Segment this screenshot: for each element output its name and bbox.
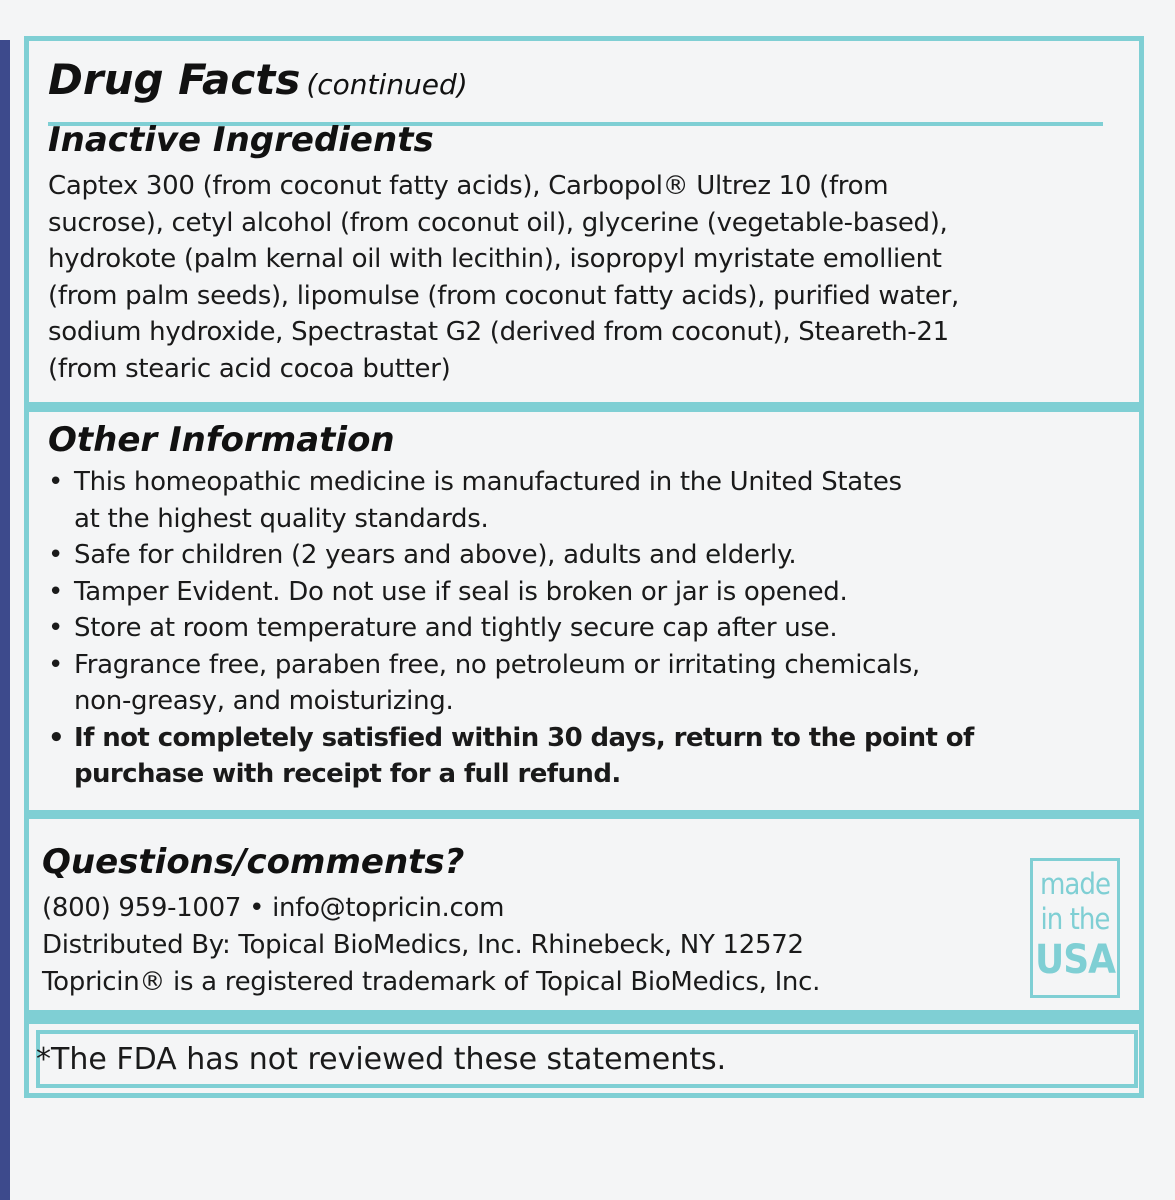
list-item-line: • This homeopathic medicine is manufactured in the United States	[74, 467, 902, 497]
list-item-line: • Fragrance free, paraben free, no petroleum or irritating chemicals,	[74, 649, 920, 680]
ingredients-line: Captex 300 (from coconut fatty acids), Carbopol® Ultrez 10 (from	[48, 171, 889, 201]
inactive-ingredients-heading: Inactive Ingredients	[48, 120, 434, 160]
badge-line: USA	[1035, 937, 1115, 983]
list-item-line: • If not completely satisfied within 30 days, return to the point of	[74, 722, 974, 753]
contact-info	[42, 890, 1002, 1001]
list-item	[48, 537, 1088, 574]
ingredients-line: sodium hydroxide, Spectrastat G2 (derived from coconut), Steareth-21	[48, 317, 949, 347]
section-divider-2	[24, 810, 1144, 819]
list-item-line: • Safe for children (2 years and above), adults and elderly.	[74, 540, 797, 570]
other-information-list	[48, 464, 1088, 793]
ingredients-line: (from stearic acid cocoa butter)	[48, 353, 451, 384]
distributor-line: Distributed By: Topical BioMedics, Inc. Rhinebeck, NY 12572	[42, 930, 804, 960]
questions-heading: Questions/comments?	[42, 842, 465, 882]
list-item-line: purchase with receipt for a full refund.	[74, 759, 621, 789]
list-item	[48, 464, 1088, 537]
drug-facts-title-text: Drug Facts	[48, 55, 301, 104]
list-item	[48, 574, 1088, 611]
trademark-line: Topricin® is a registered trademark of Topical BioMedics, Inc.	[42, 967, 821, 997]
ingredients-line: (from palm seeds), lipomulse (from coconut fatty acids), purified water,	[48, 280, 959, 311]
other-information-heading: Other Information	[48, 420, 395, 460]
section-divider-3	[24, 1010, 1144, 1024]
made-in-usa-badge	[1030, 858, 1120, 998]
section-divider-1	[24, 402, 1144, 412]
fda-disclaimer: *The FDA has not reviewed these statements.	[36, 1042, 727, 1077]
badge-line: in the	[1040, 902, 1110, 936]
list-item-line: • Tamper Evident. Do not use if seal is broken or jar is opened.	[74, 576, 848, 607]
list-item-line: • Store at room temperature and tightly secure cap after use.	[74, 613, 838, 643]
continued-label: (continued)	[306, 68, 468, 101]
list-item-line: at the highest quality standards.	[74, 503, 489, 534]
ingredients-line: hydrokote (palm kernal oil with lecithin), isopropyl myristate emollient	[48, 244, 942, 274]
list-item	[48, 610, 1088, 647]
package-edge-stripe	[0, 40, 10, 1200]
phone-email-line: (800) 959-1007 • info@topricin.com	[42, 893, 505, 923]
list-item	[48, 647, 1088, 720]
refund-guarantee-item	[48, 720, 1088, 793]
ingredients-line: sucrose), cetyl alcohol (from coconut oil), glycerine (vegetable-based),	[48, 207, 948, 238]
list-item-line: non-greasy, and moisturizing.	[74, 686, 454, 716]
drug-facts-title	[48, 55, 468, 110]
badge-line: made	[1039, 867, 1111, 901]
inactive-ingredients-text	[48, 168, 1088, 387]
